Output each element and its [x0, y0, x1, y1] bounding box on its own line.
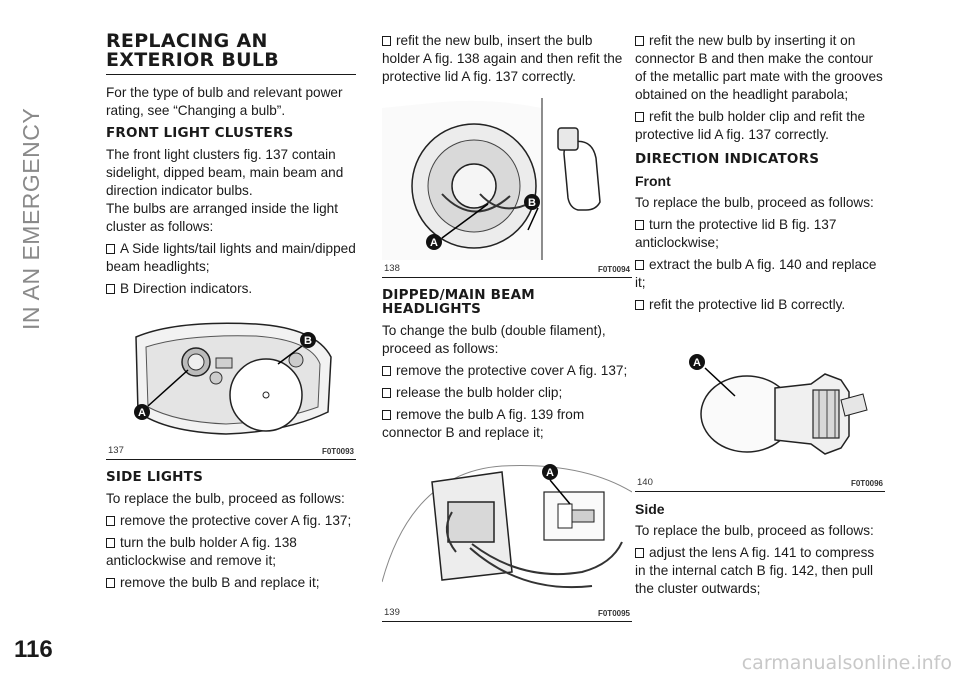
figure-callout-b: B — [304, 335, 312, 347]
list-item: remove the protective cover A fig. 137; — [106, 512, 356, 530]
figure-number: 139 — [384, 607, 400, 618]
subheading-front: Front — [635, 173, 671, 189]
checkbox-bullet-icon — [106, 516, 115, 526]
checkbox-bullet-icon — [382, 388, 391, 398]
checkbox-bullet-icon — [635, 548, 644, 558]
list-item: refit the protective lid B correctly. — [635, 296, 885, 314]
figure-139 — [382, 452, 632, 622]
list-item: extract the bulb A fig. 140 and replace it; — [635, 257, 877, 290]
list-item: release the bulb holder clip; — [382, 384, 632, 402]
checkbox-bullet-icon — [382, 36, 391, 46]
checkbox-bullet-icon — [635, 300, 644, 310]
list-item: remove the protective cover A fig. 137; — [382, 362, 632, 380]
checkbox-bullet-icon — [635, 260, 644, 270]
figure-140 — [635, 328, 885, 492]
paragraph: The front light clusters fig. 137 contain sidelight, dipped beam, main beam and direction indicator bulbs. — [106, 147, 344, 198]
page-number: 116 — [14, 636, 53, 663]
list-item: A Side lights/tail lights and main/dipped beam headlights; — [106, 241, 356, 274]
column-3 — [635, 32, 885, 602]
list-item: adjust the lens A fig. 141 to compress in the internal catch B fig. 142, then pull the cluster outwards; — [635, 545, 875, 596]
paragraph: The bulbs are arranged inside the light cluster as follows: — [106, 201, 338, 234]
subheading-side: Side — [635, 501, 665, 517]
checkbox-bullet-icon — [106, 284, 115, 294]
checkbox-bullet-icon — [106, 578, 115, 588]
checkbox-bullet-icon — [635, 220, 644, 230]
figure-callout-b: B — [528, 197, 536, 209]
paragraph: To replace the bulb, proceed as follows: — [635, 523, 874, 538]
list-item: B Direction indicators. — [106, 280, 356, 298]
figure-callout-a: A — [546, 467, 554, 479]
checkbox-bullet-icon — [635, 36, 644, 46]
checkbox-bullet-icon — [635, 112, 644, 122]
figure-callout-a: A — [693, 357, 701, 369]
figure-code: F0T0096 — [850, 479, 883, 488]
column-1 — [106, 32, 356, 596]
checkbox-bullet-icon — [382, 366, 391, 376]
headlight-cluster-illustration — [106, 312, 356, 444]
figure-number: 137 — [108, 445, 124, 456]
figure-138 — [382, 98, 632, 278]
paragraph: To replace the bulb, proceed as follows: — [635, 195, 874, 210]
figure-number: 140 — [637, 477, 653, 488]
list-item: turn the protective lid B fig. 137 anticlockwise; — [635, 217, 837, 250]
heading-direction-indicators: DIRECTION INDICATORS — [635, 151, 820, 167]
side-light-bulb-illustration — [382, 98, 632, 260]
main-title: REPLACING AN EXTERIOR BULB — [106, 32, 356, 75]
list-item: refit the new bulb by inserting it on connector B and then make the contour of the metallic part mate with the grooves obtained on the headlight parabola; — [635, 33, 883, 102]
checkbox-bullet-icon — [106, 538, 115, 548]
intro-text: For the type of bulb and relevant power rating, see “Changing a bulb”. — [106, 85, 343, 118]
list-item: refit the bulb holder clip and refit the protective lid A fig. 137 correctly. — [635, 109, 866, 142]
checkbox-bullet-icon — [106, 244, 115, 254]
list-item: refit the new bulb, insert the bulb holder A fig. 138 again and then refit the protective lid A fig. 137 correctly. — [382, 33, 623, 84]
heading-side-lights: SIDE LIGHTS — [106, 469, 204, 485]
column-2 — [382, 32, 632, 630]
watermark: carmanualsonline.info — [741, 652, 952, 674]
section-sidebar — [18, 30, 58, 330]
figure-code: F0T0094 — [597, 265, 630, 274]
section-title: IN AN EMERGENCY — [18, 107, 44, 330]
direction-indicator-bulb-illustration — [635, 328, 885, 476]
figure-number: 138 — [384, 263, 400, 274]
heading-dipped-main-beam: DIPPED/MAIN BEAM HEADLIGHTS — [382, 287, 535, 317]
dipped-beam-bulb-illustration — [382, 452, 632, 604]
figure-callout-a: A — [138, 407, 146, 419]
list-item: turn the bulb holder A fig. 138 anticlockwise and remove it; — [106, 535, 297, 568]
list-item: remove the bulb A fig. 139 from connector B and replace it; — [382, 407, 585, 440]
figure-code: F0T0095 — [597, 609, 630, 618]
figure-137 — [106, 312, 356, 460]
paragraph: To change the bulb (double filament), proceed as follows: — [382, 323, 606, 356]
heading-front-light-clusters: FRONT LIGHT CLUSTERS — [106, 125, 294, 141]
figure-callout-a: A — [430, 237, 438, 249]
figure-code: F0T0093 — [321, 447, 354, 456]
paragraph: To replace the bulb, proceed as follows: — [106, 491, 345, 506]
checkbox-bullet-icon — [382, 410, 391, 420]
list-item: remove the bulb B and replace it; — [106, 574, 356, 592]
